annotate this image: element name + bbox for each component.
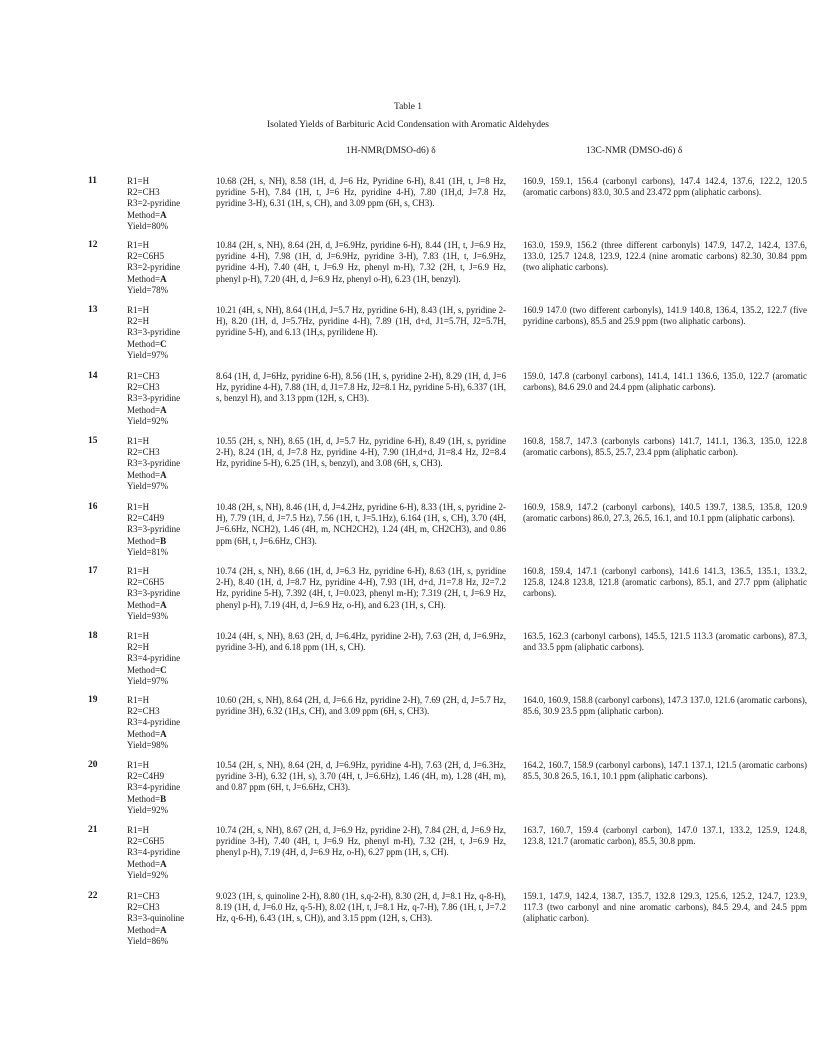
- column-header-13c-nmr: 13C-NMR (DMSO-d6) δ: [586, 146, 683, 156]
- substituents: [127, 371, 217, 427]
- yield: Yield=80%: [127, 220, 169, 231]
- c13-nmr-data: 164.0, 160.9, 158.8 (carbonyl carbons), 147.3 137.0, 121.6 (aromatic carbons), 85.6, 30.9 23.5 ppm (aliphatic carbon).: [523, 695, 807, 717]
- r2-substituent: R2=C4H9: [127, 771, 165, 782]
- h1-nmr-data: 10.24 (4H, s, NH), 8.63 (2H, d, J=6.4Hz, pyridine 2-H), 7.63 (2H, d, J=6.9Hz, pyridine 3-H), and 6.18 ppm (1H, s, CH).: [216, 631, 506, 653]
- r3-substituent: R3=4-pyridine: [127, 847, 181, 858]
- method-letter: B: [160, 535, 167, 546]
- method: Method=A: [127, 273, 167, 284]
- method-letter: A: [160, 273, 167, 284]
- substituents: [127, 240, 217, 296]
- c13-nmr-data: 159.0, 147.8 (carbonyl carbons), 141.4, 141.1 136.6, 135.0, 122.7 (aromatic carbons), 84.6 29.0 and 24.4 ppm (aliphatic carbons).: [523, 371, 807, 393]
- c13-nmr-data: 163.0, 159.9, 156.2 (three different carbonyls) 147.9, 147.2, 142.4, 137.6, 133.0, 125.7 124.8, 123.9, 122.4 (nine aromatic carbons) 82.30, 30.84 ppm (two aliphatic carbons).: [523, 240, 807, 273]
- compound-number: 15: [88, 436, 98, 446]
- yield: Yield=81%: [127, 546, 169, 557]
- r1-substituent: R1=H: [127, 566, 150, 576]
- compound-number: 11: [88, 176, 97, 186]
- h1-nmr-data: 10.21 (4H, s, NH), 8.64 (1H,d, J=5.7 Hz, pyridine 6-H), 8.43 (1H, s, pyridine 2-H), 8.20 (1H, d, J=5.7Hz, pyridine 4-H), 7.89 (1H, d+d, J1=5.7H, J2=5.7H, pyridine 5-H), and 6.13 (1H,s, pyrilidene H).: [216, 305, 506, 338]
- h1-nmr-data: 10.74 (2H, s, NH), 8.67 (2H, d, J=6.9 Hz, pyridine 2-H), 7.84 (2H, d, J=6.9 Hz, pyridine 3-H), 7.40 (4H, t, J=6.9 Hz, phenyl m-H), 7.32 (2H, t, J=6.9 Hz, phenyl p-H), 7.19 (4H, d, J=6.9 Hz, o-H), 6.27 ppm (1H, s, CH).: [216, 825, 506, 858]
- r2-substituent: R2=H: [127, 316, 150, 327]
- yield: Yield=93%: [127, 610, 169, 621]
- r2-substituent: R2=H: [127, 642, 150, 653]
- h1-nmr-data: 10.84 (2H, s, NH), 8.64 (2H, d, J=6.9Hz, pyridine 6-H), 8.44 (1H, t, J=6.9 Hz, pyridine 4-H), 7.98 (1H, d, J=6.9Hz, pyridine 3-H), 7.83 (1H, t, J=6.9Hz, pyridine 4-H), 7.40 (4H, t, J=6.9 Hz, phenyl m-H), 7.32 (2H, t, J=6.9 Hz, phenyl p-H), 7.20 (4H, d, J=6.9 Hz, phenyl o-H), 6.23 (1H, benzyl).: [216, 240, 506, 284]
- yield: Yield=78%: [127, 284, 169, 295]
- method-letter: A: [160, 599, 167, 610]
- method: Method=C: [127, 664, 167, 675]
- method-letter: A: [160, 209, 167, 220]
- r3-substituent: R3=3-pyridine: [127, 327, 181, 338]
- method-letter: A: [160, 924, 167, 935]
- method: Method=B: [127, 793, 167, 804]
- r3-substituent: R3=3-pyridine: [127, 524, 181, 535]
- c13-nmr-data: 164.2, 160.7, 158.9 (carbonyl carbons), 147.1 137.1, 121.5 (aromatic carbons) 85.5, 30.8 26.5, 16.1, 10.1 ppm (aliphatic carbons).: [523, 760, 807, 782]
- method: Method=A: [127, 209, 167, 220]
- r2-substituent: R2=C6H5: [127, 836, 165, 847]
- r1-substituent: R1=H: [127, 436, 150, 446]
- r3-substituent: R3=4-pyridine: [127, 717, 181, 728]
- r2-substituent: R2=CH3: [127, 187, 160, 198]
- r2-substituent: R2=C6H5: [127, 251, 165, 262]
- substituents: [127, 305, 217, 361]
- substituents: [127, 176, 217, 232]
- substituents: [127, 436, 217, 492]
- compound-number: 19: [88, 695, 98, 705]
- compound-number: 17: [88, 566, 98, 576]
- method-letter: A: [160, 728, 167, 739]
- compound-number: 16: [88, 502, 98, 512]
- r1-substituent: R1=CH3: [127, 891, 160, 901]
- r1-substituent: R1=H: [127, 240, 150, 250]
- r2-substituent: R2=C4H9: [127, 513, 165, 524]
- compound-number: 18: [88, 631, 98, 641]
- method: Method=A: [127, 924, 167, 935]
- method: Method=B: [127, 535, 167, 546]
- substituents: [127, 502, 217, 558]
- r3-substituent: R3=4-pyridine: [127, 653, 181, 664]
- yield: Yield=92%: [127, 869, 169, 880]
- r1-substituent: R1=H: [127, 695, 150, 705]
- yield: Yield=97%: [127, 675, 169, 686]
- h1-nmr-data: 8.64 (1H, d, J=6Hz, pyridine 6-H), 8.56 (1H, s, pyridine 2-H), 8.29 (1H, d, J=6 Hz, pyridine 4-H), 7.88 (1H, d, J1=7.8 Hz, J2=8.1 Hz, pyridine 5-H), 6.337 (1H, s, benzyl H), and 3.13 ppm (12H, s, CH3).: [216, 371, 506, 404]
- r1-substituent: R1=H: [127, 176, 150, 186]
- r2-substituent: R2=C6H5: [127, 577, 165, 588]
- r1-substituent: R1=H: [127, 631, 150, 641]
- column-header-1h-nmr: 1H-NMR(DMSO-d6) δ: [346, 146, 436, 156]
- h1-nmr-data: 10.60 (2H, s, NH), 8.64 (2H, d, J=6.6 Hz, pyridine 2-H), 7.69 (2H, d, J=5.7 Hz, pyridine 3H), 6.32 (1H,s, CH), and 3.09 ppm (6H, s, CH3).: [216, 695, 506, 717]
- r1-substituent: R1=H: [127, 825, 150, 835]
- c13-nmr-data: 160.8, 159.4, 147.1 (carbonyl carbons), 141.6 141.3, 136.5, 135.1, 133.2, 125.8, 124.8 123.8, 121.8 (aromatic carbons), 85.1, and 27.7 ppm (aliphatic carbons).: [523, 566, 807, 599]
- method: Method=A: [127, 599, 167, 610]
- method-letter: A: [160, 858, 167, 869]
- substituents: [127, 760, 217, 816]
- yield: Yield=98%: [127, 739, 169, 750]
- r3-substituent: R3=3-pyridine: [127, 458, 181, 469]
- r3-substituent: R3=3-quinoline: [127, 913, 185, 924]
- c13-nmr-data: 160.9 147.0 (two different carbonyls), 141.9 140.8, 136.4, 135.2, 122.7 (five pyridine carbons), 85.5 and 25.9 ppm (two aliphatic carbons).: [523, 305, 807, 327]
- compound-number: 21: [88, 825, 98, 835]
- substituents: [127, 891, 217, 947]
- substituents: [127, 825, 217, 881]
- compound-number: 14: [88, 371, 98, 381]
- r3-substituent: R3=3-pyridine: [127, 588, 181, 599]
- method: Method=C: [127, 338, 167, 349]
- c13-nmr-data: 163.5, 162.3 (carbonyl carbons), 145.5, 121.5 113.3 (aromatic carbons), 87.3, and 33.5 ppm (aliphatic carbons).: [523, 631, 807, 653]
- r3-substituent: R3=2-pyridine: [127, 262, 181, 273]
- yield: Yield=97%: [127, 349, 169, 360]
- r1-substituent: R1=H: [127, 502, 150, 512]
- h1-nmr-data: 10.74 (2H, s, NH), 8.66 (1H, d, J=6.3 Hz, pyridine 6-H), 8.63 (1H, s, pyridine 2-H), 8.40 (1H, d, J=8.7 Hz, pyridine 4-H), 7.93 (1H, d+d, J1=7.8 Hz, J2=7.2 Hz, pyridine 5-H), 7.392 (4H, t, J=0.023, phenyl m-H); 7.319 (2H, t, J=6.9 Hz, phenyl p-H), 7.19 (4H, d, J=6.9 Hz, o-H), and 6.23 (1H, s, CH).: [216, 566, 506, 610]
- r1-substituent: R1=H: [127, 305, 150, 315]
- r2-substituent: R2=CH3: [127, 447, 160, 458]
- c13-nmr-data: 160.9, 159.1, 156.4 (carbonyl carbons), 147.4 142.4, 137.6, 122.2, 120.5 (aromatic carbons) 83.0, 30.5 and 23.472 ppm (aliphatic carbons).: [523, 176, 807, 198]
- yield: Yield=92%: [127, 804, 169, 815]
- method: Method=A: [127, 469, 167, 480]
- method: Method=A: [127, 728, 167, 739]
- method: Method=A: [127, 404, 167, 415]
- table-title: Isolated Yields of Barbituric Acid Condensation with Aromatic Aldehydes: [267, 120, 549, 130]
- yield: Yield=86%: [127, 935, 169, 946]
- c13-nmr-data: 160.8, 158.7, 147.3 (carbonyls carbons) 141.7, 141.1, 136.3, 135.0, 122.8 (aromatic carbons), 85.5, 25.7, 23.4 ppm (aliphatic carbon).: [523, 436, 807, 458]
- substituents: [127, 566, 217, 622]
- method-letter: A: [160, 469, 167, 480]
- method-letter: B: [160, 793, 167, 804]
- r2-substituent: R2=CH3: [127, 706, 160, 717]
- c13-nmr-data: 163.7, 160.7, 159.4 (carbonyl carbon), 147.0 137.1, 133.2, 125.9, 124.8, 123.8, 121.7 (aromatic carbon), 85.5, 30.8 ppm.: [523, 825, 807, 847]
- table-number: Table 1: [393, 102, 423, 112]
- yield: Yield=97%: [127, 480, 169, 491]
- method-letter: C: [160, 338, 167, 349]
- h1-nmr-data: 9.023 (1H, s, quinoline 2-H), 8.80 (1H, s,q-2-H), 8.30 (2H, d, J=8.1 Hz, q-8-H), 8.19 (1H, d, J=6.0 Hz, q-5-H), 8.02 (1H, t, J=8.1 Hz, q-7-H), 7.86 (1H, t, J=7.2 Hz, q-6-H), 6.43 (1H, s, CH)), and 3.15 ppm (12H, s, CH3).: [216, 891, 506, 924]
- method-letter: C: [160, 664, 167, 675]
- method: Method=A: [127, 858, 167, 869]
- r3-substituent: R3=3-pyridine: [127, 393, 181, 404]
- h1-nmr-data: 10.54 (2H, s, NH), 8.64 (2H, d, J=6.9Hz, pyridine 4-H), 7.63 (2H, d, J=6.3Hz, pyridine 3-H), 6.32 (1H, s), 3.70 (4H, t, J=6.6Hz), 1.46 (4H, m), 1.28 (4H, m), and 0.87 ppm (6H, t, J=6.6Hz, CH3).: [216, 760, 506, 793]
- r3-substituent: R3=2-pyridine: [127, 198, 181, 209]
- c13-nmr-data: 160.9, 158.9, 147.2 (carbonyl carbons), 140.5 139.7, 138.5, 135.8, 120.9 (aromatic carbons) 86.0, 27.3, 26.5, 16.1, and 10.1 ppm (aliphatic carbons).: [523, 502, 807, 524]
- compound-number: 20: [88, 760, 98, 770]
- h1-nmr-data: 10.68 (2H, s, NH), 8.58 (1H, d, J=6 Hz, Pyridine 6-H), 8.41 (1H, t, J=8 Hz, pyridine 5-H), 7.84 (1H, t, J=6 Hz, pyridine 4-H), 7.80 (1H,d, J=7.8 Hz, pyridine 3-H), 6.31 (1H, s, CH), and 3.09 ppm (6H, s, CH3).: [216, 176, 506, 209]
- r2-substituent: R2=CH3: [127, 902, 160, 913]
- compound-number: 12: [88, 240, 98, 250]
- yield: Yield=92%: [127, 415, 169, 426]
- compound-number: 22: [88, 891, 98, 901]
- r1-substituent: R1=CH3: [127, 371, 160, 381]
- method-letter: A: [160, 404, 167, 415]
- substituents: [127, 695, 217, 751]
- c13-nmr-data: 159.1, 147.9, 142.4, 138.7, 135.7, 132.8 129.3, 125.6, 125.2, 124.7, 123.9, 117.3 (two carbonyl and nine aromatic carbons), 84.5 29.4, and 24.5 ppm (aliphatic carbon).: [523, 891, 807, 924]
- substituents: [127, 631, 217, 687]
- compound-number: 13: [88, 305, 98, 315]
- r2-substituent: R2=CH3: [127, 382, 160, 393]
- h1-nmr-data: 10.55 (2H, s, NH), 8.65 (1H, d, J=5.7 Hz, pyridine 6-H), 8.49 (1H, s, pyridine 2-H), 8.24 (1H, d, J=7.8 Hz, pyridine 4-H), 7.90 (1H,d+d, J1=8.4 Hz, J2=8.4 Hz, pyridine 5-H), 6.25 (1H, s, benzyl), and 3.08 (6H, s, CH3).: [216, 436, 506, 469]
- r3-substituent: R3=4-pyridine: [127, 782, 181, 793]
- r1-substituent: R1=H: [127, 760, 150, 770]
- h1-nmr-data: 10.48 (2H, s, NH), 8.46 (1H, d, J=4.2Hz, pyridine 6-H), 8.33 (1H, s, pyridine 2-H), 7.79 (1H, d, J=7.5 Hz), 7.56 (1H, t, J=5.1Hz), 6.164 (1H, s, CH), 3.70 (4H, J=6.6Hz, NCH2), 1.46 (4H, m, NCH2CH2), 1.24 (4H, m, CH2CH3), and 0.86 ppm (6H, t, J=6.6Hz, CH3).: [216, 502, 506, 546]
